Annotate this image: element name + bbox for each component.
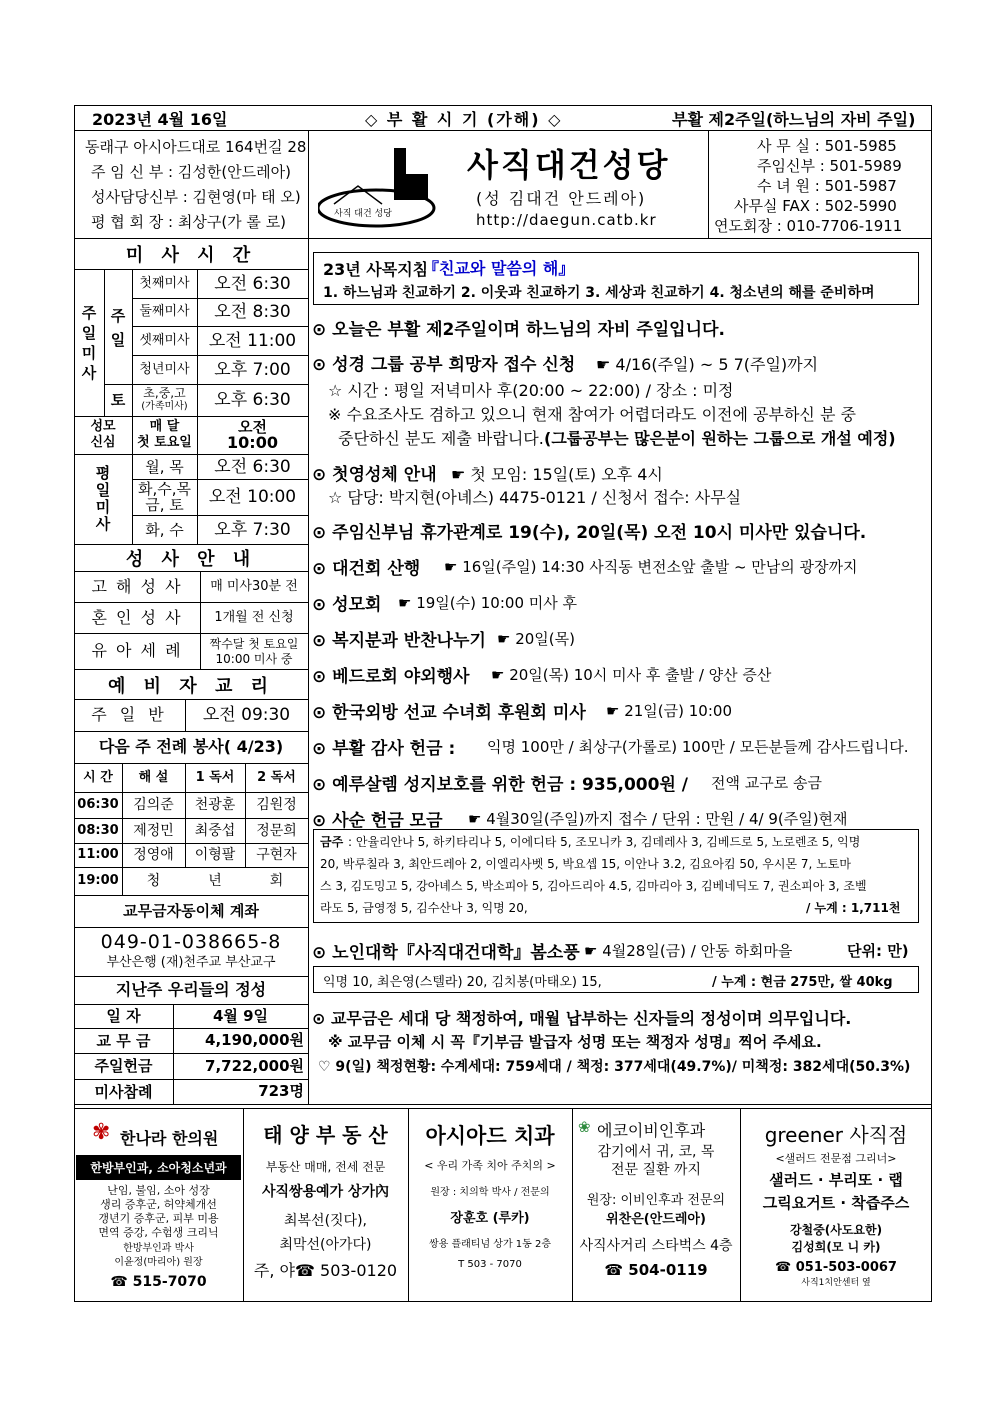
ad-greener-line-2: 샐러드 · 부리또 · 랩	[769, 1171, 903, 1189]
assistant-priest-info: 성사담당신부 : 김현영(마 태 오)	[91, 188, 301, 206]
ad-eco-ent-line-4: 위찬은(안드레아)	[606, 1212, 706, 1227]
ad-greener-line-5: 김성희(모 니 카)	[791, 1240, 881, 1254]
notice-elder-college: ⊙ 노인대학『사직대건대학』봄소풍	[312, 943, 580, 963]
notice-welfare-detail: ☛ 20일(목)	[497, 630, 575, 648]
notice-tithe-status: ♡ 9(일) 책정현황: 수계세대: 759세대 / 책정: 377세대(49.7%)/ 미책정: 382세대(50.3%)	[318, 1059, 911, 1075]
catechism-time: 오전 09:30	[202, 705, 291, 725]
notice-first-communion-contact: ☆ 담당: 박지현(아녜스) 4475-0121 / 신청서 접수: 사무실	[328, 488, 742, 507]
marian-time: 오전	[238, 417, 267, 436]
notice-tithe-transfer: ※ 교무금 이체 시 꼭『기부금 발급자 성명 또는 책정자 성명』찍어 주세요.	[328, 1033, 822, 1051]
ad-greener-line-3: 그릭요거트 · 착즙주스	[762, 1194, 910, 1212]
mass-name-1: 첫째미사	[139, 275, 190, 291]
motto-title: 『친교와 말씀의 해』	[423, 259, 575, 278]
motto-items: 1. 하느님과 친교하기 2. 이웃과 친교하기 3. 세상과 친교하기 4. 청소년의 해를 준비하며	[323, 285, 875, 301]
weekday-mass-label: 평일미사	[95, 464, 111, 533]
weekday-day-3: 화, 수	[145, 520, 184, 539]
notice-bible-study-date: ☛ 4/16(주일) ~ 5 7(주일)까지	[596, 355, 819, 374]
offering-sunday: 7,722,000원	[205, 1057, 304, 1075]
ad-taeyang-phone: 주, 야☎ 503-0120	[253, 1261, 398, 1280]
mass-name-2: 둘째미사	[139, 304, 190, 319]
confession-label: 고 해 성 사	[91, 576, 183, 596]
weekday-day-2: 화,수,목	[137, 480, 191, 498]
notice-welfare: ⊙ 복지분과 반찬나누기	[312, 631, 486, 651]
weekday-time-2: 오전 10:00	[208, 487, 297, 507]
mass-time-4: 오후 7:00	[214, 359, 291, 380]
weekday-time-3: 오후 7:30	[214, 519, 291, 540]
offering-label-sunday: 주일헌금	[94, 1057, 153, 1075]
infant-baptism-info-2: 10:00 미사 중	[215, 651, 293, 666]
notice-first-communion-date: ☛ 첫 모임: 15일(토) 오후 4시	[451, 465, 663, 484]
lent-donors-line-1: : 안율리안나 5, 하키타리나 5, 이에디타 5, 조모니카 3, 김데레사 3, 김베드로 5, 노로렌조 5, 익명	[348, 835, 861, 849]
notice-bible-study-note3: (그룹공부는 많은분이 원하는 그룹으로 개설 예정)	[544, 429, 896, 448]
weekday-day-1: 월, 목	[145, 457, 184, 476]
ad-asiad-dental-line-1: < 우리 가족 치아 주치의 >	[424, 1159, 556, 1172]
phone-convent: 수 녀 원 : 501-5987	[757, 177, 897, 195]
service-time-4: 19:00	[77, 873, 119, 888]
logo-caption: 사직 대건 성당	[334, 209, 392, 219]
mass-name-5b: (가족미사)	[141, 401, 188, 412]
ad-greener-line-6: 사직1치안센터 옆	[801, 1278, 871, 1288]
offering-attendance: 723명	[258, 1082, 304, 1100]
notice-elder-college-detail: ☛ 4월28일(금) / 안동 하회마을	[584, 942, 793, 960]
parish-logo	[318, 142, 438, 228]
ad-hanara-line-5: 한방부인과 박사	[123, 1243, 194, 1254]
account-heading: 교무금자동이체 계좌	[123, 902, 259, 920]
marian-day: 매 달	[149, 419, 180, 434]
elder-donors-line: 익명 10, 최은영(스텔라) 20, 김치봉(마태오) 15,	[323, 975, 602, 990]
ad-eco-ent-phone: ☎ 504-0119	[604, 1261, 708, 1279]
notice-bible-study-note2: 중단하신 분도 제출 바랍니다.	[338, 429, 544, 448]
phone-pastor: 주임신부 : 501-5989	[757, 157, 902, 175]
ad-asiad-dental-line-2: 원장 : 치의학 박사 / 전문의	[430, 1187, 550, 1198]
service-commentator-1: 김의준	[133, 797, 174, 813]
ad-greener-phone: ☎ 051-503-0067	[775, 1260, 897, 1275]
service-time-1: 06:30	[77, 797, 119, 812]
marian-time-2: 10:00	[227, 432, 278, 452]
lent-donors-label: 금주	[320, 835, 344, 849]
mass-time-5: 오후 6:30	[214, 390, 291, 410]
bulletin-date: 2023년 4월 16일	[92, 110, 228, 129]
ad-greener-name: greener 사직점	[764, 1123, 908, 1147]
service-youth-1: 청	[146, 873, 161, 889]
marriage-info: 1개월 전 신청	[214, 609, 294, 625]
ad-taeyang-line-1: 부동산 매매, 전세 전문	[265, 1160, 386, 1174]
service-commentator-3: 정영애	[133, 847, 174, 863]
liturgical-season: ◇ 부 활 시 기 (가해) ◇	[365, 110, 563, 129]
ad-hanara-name: 한나라 한의원	[120, 1129, 219, 1148]
mass-time-1: 오전 6:30	[214, 273, 291, 294]
account-bank: 부산은행 (재)천주교 부산교구	[106, 955, 276, 970]
notice-jerusalem-offering-detail: 전액 교구로 송금	[711, 774, 822, 792]
notice-daegun-hike: ⊙ 대건회 산행	[312, 559, 421, 579]
lent-donors-line-4: 라도 5, 금영정 5, 김수산나 3, 익명 20,	[320, 901, 528, 915]
notice-peter-society: ⊙ 베드로회 야외행사	[312, 667, 470, 687]
service-header-commentator: 해 설	[138, 769, 169, 785]
ad-asiad-dental-line-4: 쌍용 플래티넘 상가 1동 2층	[428, 1239, 552, 1250]
service-header-reading1: 1 독서	[195, 769, 235, 785]
marian-label-2: 신심	[90, 435, 116, 450]
notice-tithe-duty: ⊙ 교무금은 세대 당 책정하여, 매월 납부하는 신자들의 정성이며 의무입니다.	[312, 1009, 852, 1028]
lent-donors-total: / 누계 : 1,711천	[806, 901, 901, 915]
catechism-heading: 예 비 자 교 리	[107, 676, 274, 697]
ad-hanara-phone: ☎ 515-7070	[110, 1274, 207, 1290]
ad-asiad-dental-line-3: 장훈호 (루카)	[450, 1211, 530, 1226]
council-president-info: 평 협 회 장 : 최상구(가 롤 로)	[91, 213, 287, 231]
service-header-time: 시 간	[83, 769, 113, 785]
service-reader2-3: 구현자	[256, 847, 297, 863]
infant-baptism-label: 유 아 세 례	[91, 641, 183, 660]
ad-hanara-line-1: 난임, 불임, 소아 성장	[107, 1184, 210, 1197]
ad-taeyang-line-3: 최복선(짓다),	[284, 1213, 367, 1229]
sunday-label: 주일	[110, 307, 126, 349]
notice-mothers-society-detail: ☛ 19일(수) 10:00 미사 후	[398, 594, 577, 612]
notice-pastor-vacation: ⊙ 주임신부님 휴가관계로 19(수), 20일(목) 오전 10시 미사만 있습니다.	[312, 523, 867, 543]
parish-name: 사직대건성당	[467, 146, 671, 184]
ad-eco-ent-line-5: 사직사거리 스타벅스 4층	[579, 1238, 733, 1254]
parish-patron: (성 김대건 안드레아)	[476, 189, 647, 208]
ad-hanara-banner: 한방부인과, 소아청소년과	[90, 1160, 227, 1175]
parish-website[interactable]: http://daegun.catb.kr	[476, 211, 657, 229]
weekday-day-2b: 금, 토	[145, 496, 184, 514]
ad-taeyang-line-2: 사직쌍용예가 상가內	[261, 1184, 390, 1200]
pastor-info: 주 임 신 부 : 김성한(안드레아)	[91, 163, 291, 181]
notice-divine-mercy: ⊙ 오늘은 부활 제2주일이며 하느님의 자비 주일입니다.	[312, 320, 725, 340]
notice-mission-sisters: ⊙ 한국외방 선교 수녀회 후원회 미사	[312, 703, 586, 723]
notice-mission-sisters-detail: ☛ 21일(금) 10:00	[606, 702, 732, 720]
service-reader1-3: 이형팔	[194, 847, 236, 863]
ad-greener-line-1: <샐러드 전문점 그리너>	[775, 1152, 897, 1165]
offering-label-attendance: 미사참례	[94, 1082, 153, 1101]
service-reader2-1: 김원정	[256, 797, 297, 813]
ad-eco-ent-line-2: 전문 질환 까지	[610, 1162, 702, 1178]
offering-date: 4월 9일	[212, 1007, 269, 1025]
mass-time-3: 오전 11:00	[208, 330, 297, 351]
notice-bible-study-note: ※ 수요조사도 겸하고 있으니 현재 참여가 어렵더라도 이전에 공부하신 분 중	[328, 405, 856, 424]
mass-time-2: 오전 8:30	[214, 302, 291, 322]
marriage-label: 혼 인 성 사	[91, 607, 183, 627]
mass-times-heading: 미 사 시 간	[125, 245, 257, 266]
service-commentator-2: 제정민	[133, 822, 174, 839]
sunday-title: 부활 제2주일(하느님의 자비 주일)	[672, 110, 916, 129]
ad-eco-ent-line-3: 원장: 이비인후과 전문의	[586, 1193, 726, 1208]
offering-tithe: 4,190,000원	[205, 1031, 304, 1049]
offering-heading: 지난주 우리들의 정성	[115, 980, 267, 999]
offering-label-tithe: 교 무 금	[96, 1031, 151, 1050]
weekday-time-1: 오전 6:30	[214, 456, 291, 477]
notice-lent-offering: ⊙ 사순 헌금 모금	[312, 811, 443, 831]
mass-name-3: 셋째미사	[139, 332, 190, 348]
notice-bible-study-time: ☆ 시간 : 평일 저녁미사 후(20:00 ~ 22:00) / 장소 : 미정	[328, 381, 734, 400]
service-time-3: 11:00	[77, 847, 119, 862]
ad-hanara-line-3: 갱년기 증후군, 피부 미용	[98, 1212, 219, 1225]
notice-daegun-hike-detail: ☛ 16일(주일) 14:30 사직동 변전소앞 출발 ~ 만남의 광장까지	[444, 558, 858, 576]
notice-bible-study: ⊙ 성경 그룹 공부 희망자 접수 신청	[312, 355, 576, 375]
notice-first-communion: ⊙ 첫영성체 안내	[312, 465, 437, 485]
ad-hanara-line-4: 면역 증강, 수험생 크리닉	[98, 1226, 219, 1239]
service-reader1-1: 천광훈	[194, 797, 236, 813]
phone-office: 사 무 실 : 501-5985	[757, 137, 897, 155]
ad-taeyang-name: 태 양 부 동 산	[263, 1123, 388, 1147]
account-number: 049-01-038665-8	[100, 931, 282, 953]
ad-hanara-line-2: 생리 증후군, 허약체개선	[100, 1198, 217, 1211]
phone-fax: 사무실 FAX : 502-5990	[734, 197, 897, 215]
notice-mothers-society: ⊙ 성모회	[312, 595, 382, 615]
notice-easter-offering-detail: 익명 100만 / 최상구(가롤로) 100만 / 모든분들께 감사드립니다.	[487, 738, 909, 756]
saturday-label: 토	[110, 391, 126, 409]
notice-peter-society-detail: ☛ 20일(목) 10시 미사 후 출발 / 양산 증산	[491, 666, 772, 684]
confession-info: 매 미사30분 전	[210, 578, 298, 594]
ad-asiad-dental-name: 아시아드 치과	[425, 1124, 555, 1148]
ad-eco-ent-line-1: 감기에서 귀, 코, 목	[597, 1144, 715, 1160]
parish-address: 동래구 아시아드대로 164번길 28	[85, 138, 307, 156]
sunday-mass-group-label: 주일미사	[81, 304, 97, 382]
marian-label: 성모	[90, 419, 116, 434]
sacraments-heading: 성 사 안 내	[125, 549, 257, 570]
ad-eco-ent-name: 에코이비인후과	[597, 1121, 706, 1140]
lent-donors-line-3: 스 3, 김도밍고 5, 강아녜스 5, 박소피아 5, 김아드리아 4.5, 김마리아 3, 김베네딕도 7, 권소피아 3, 조벨	[320, 879, 867, 893]
service-heading: 다음 주 전례 봉사( 4/23)	[98, 737, 284, 756]
notice-elder-college-unit: 단위: 만)	[847, 942, 909, 960]
motto-prefix: 23년 사목지침	[323, 260, 429, 279]
eco-clinic-logo-icon: ❀	[578, 1118, 591, 1136]
service-reader1-2: 최중섭	[194, 822, 236, 839]
service-header-reading2: 2 독서	[257, 769, 296, 785]
ad-asiad-dental-phone: T 503 - 7070	[458, 1259, 522, 1270]
lent-donors-line-2: 20, 박루칠라 3, 최안드레아 2, 이엘리사벳 5, 박요셉 15, 이안나 3.2, 김요아킴 50, 우시몬 7, 노토마	[320, 857, 851, 871]
service-time-2: 08:30	[77, 822, 119, 838]
catechism-class: 주 일 반	[91, 705, 168, 724]
notice-easter-offering: ⊙ 부활 감사 헌금 :	[312, 739, 456, 759]
mass-name-5: 초,중,고	[143, 386, 186, 400]
flower-icon: ✾	[92, 1120, 111, 1145]
phone-funeral: 연도회장 : 010-7706-1911	[714, 217, 903, 235]
service-reader2-2: 정문희	[256, 822, 297, 839]
infant-baptism-info: 짝수달 첫 토요일	[209, 636, 299, 651]
ad-greener-line-4: 강철중(사도요한)	[789, 1223, 883, 1237]
ad-hanara-line-6: 이윤정(마리아) 원장	[114, 1257, 203, 1268]
service-youth-3: 회	[269, 873, 284, 889]
service-youth-2: 년	[208, 873, 222, 889]
offering-label-date: 일 자	[106, 1007, 141, 1025]
marian-day-2: 첫 토요일	[137, 435, 192, 450]
elder-donors-total: / 누계 : 현금 275만, 쌀 40kg	[712, 975, 893, 990]
notice-jerusalem-offering: ⊙ 예루살렘 성지보호를 위한 헌금 : 935,000원 /	[312, 775, 689, 795]
ad-taeyang-line-4: 최막선(아가다)	[279, 1237, 372, 1253]
notice-lent-offering-detail: ☛ 4월30일(주일)까지 접수 / 단위 : 만원 / 4/ 9(주일)현재	[468, 810, 848, 828]
mass-name-4: 청년미사	[139, 361, 190, 377]
